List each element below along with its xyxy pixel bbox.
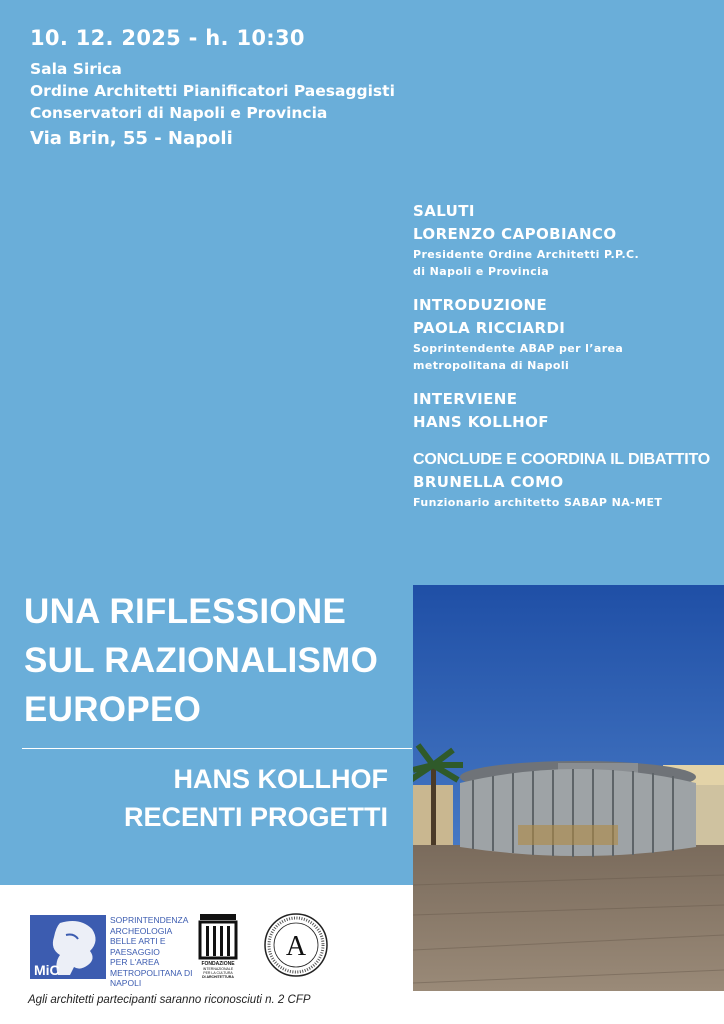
program-speaker: LORENZO CAPOBIANCO (413, 225, 617, 243)
venue-address: Via Brin, 55 - Napoli (30, 128, 233, 149)
title-line: SUL RAZIONALISMO (24, 641, 379, 680)
building-photo (413, 585, 724, 991)
venue-line: Conservatori di Napoli e Provincia (30, 104, 328, 122)
subtitle-line: RECENTI PROGETTI (123, 802, 388, 832)
mic-text-line: ARCHEOLOGIA (110, 925, 173, 936)
fondazione-text: PER LA CULTURA (203, 971, 233, 975)
program-role: INTERVIENE (413, 390, 518, 408)
event-header (30, 26, 395, 149)
mic-badge-text: MiC (34, 962, 60, 978)
mic-text-line: PER L'AREA (110, 957, 160, 967)
mic-logo (30, 915, 106, 979)
ordine-architetti-seal (263, 912, 329, 978)
mic-text-line: METROPOLITANA DI (110, 967, 193, 978)
seal-letter: A (285, 931, 307, 962)
subtitle-line: HANS KOLLHOF (173, 764, 388, 794)
program-affiliation: Presidente Ordine Architetti P.P.C. (413, 248, 640, 261)
title-line: UNA RIFLESSIONE (24, 592, 347, 631)
mic-text-line: NAPOLI (110, 978, 142, 988)
fondazione-logo (198, 912, 238, 982)
program-role: CONCLUDE E COORDINA IL DIBATTITO (413, 451, 711, 468)
event-date: 10. 12. 2025 - h. 10:30 (30, 26, 305, 50)
program-speaker: PAOLA RICCIARDI (413, 319, 566, 337)
program-item-conclude (413, 448, 718, 511)
program-list (413, 200, 718, 525)
program-affiliation: metropolitana di Napoli (413, 359, 570, 372)
title-divider (22, 748, 412, 749)
mic-text-line: BELLE ARTI E (110, 936, 166, 946)
program-item-saluti (413, 200, 718, 280)
mic-text-line: PAESAGGIO (110, 946, 160, 957)
program-affiliation: Soprintendente ABAP per l’area (413, 342, 624, 355)
event-subtitle (124, 760, 388, 836)
program-role: INTRODUZIONE (413, 296, 548, 314)
venue-line: Sala Sirica (30, 60, 122, 78)
program-item-interviene (413, 388, 718, 434)
program-item-introduzione (413, 294, 718, 374)
program-role: SALUTI (413, 202, 475, 220)
program-affiliation: di Napoli e Provincia (413, 265, 550, 278)
program-speaker: HANS KOLLHOF (413, 413, 549, 431)
venue-line: Ordine Architetti Pianificatori Paesaggisti (30, 82, 395, 100)
program-affiliation: Funzionario architetto SABAP NA-MET (413, 496, 663, 509)
program-speaker: BRUNELLA COMO (413, 473, 564, 491)
fondazione-text: INTERNAZIONALE (202, 967, 234, 971)
mic-text-line: SOPRINTENDENZA (110, 915, 189, 925)
cfp-note: Agli architetti partecipanti saranno riconosciuti n. 2 CFP (28, 994, 311, 1006)
event-title (24, 587, 378, 734)
title-line: EUROPEO (24, 690, 202, 729)
fondazione-text: DI ARCHITETTURA (202, 975, 234, 979)
fondazione-text: FONDAZIONE (201, 961, 235, 967)
